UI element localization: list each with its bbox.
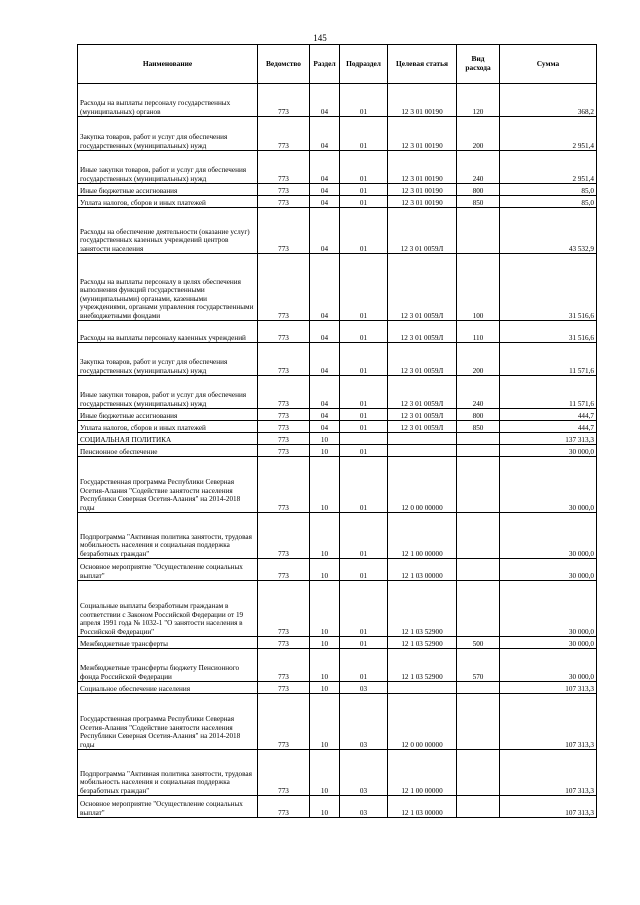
cell-celevaya: 12 0 00 00000 — [388, 694, 457, 750]
cell-name: Пенсионное обеспечение — [78, 445, 258, 457]
cell-vid — [457, 694, 500, 750]
page-number: 145 — [313, 33, 327, 43]
table-body — [78, 84, 597, 818]
cell-vedomstvo: 773 — [258, 433, 310, 445]
cell-razdel: 04 — [310, 117, 340, 151]
cell-name: Основное мероприятие "Осуществление социальных выплат" — [78, 559, 258, 581]
cell-name: Расходы на выплаты персоналу в целях обеспечения выполнения функций государственными (муниципальными) органами, казенными учреждениями, органами управления государственными внебюджетными фондами — [78, 254, 258, 321]
cell-name: Уплата налогов, сборов и иных платежей — [78, 196, 258, 208]
cell-celevaya: 12 3 01 0059Л — [388, 376, 457, 409]
table-header-row — [78, 45, 597, 84]
cell-summa: 2 951,4 — [500, 117, 597, 151]
cell-summa: 137 313,3 — [500, 433, 597, 445]
cell-vid — [457, 581, 500, 637]
cell-vid — [457, 513, 500, 559]
cell-razdel: 10 — [310, 649, 340, 682]
cell-vid: 120 — [457, 84, 500, 117]
cell-vedomstvo: 773 — [258, 376, 310, 409]
cell-vid — [457, 559, 500, 581]
cell-summa: 2 951,4 — [500, 151, 597, 184]
cell-celevaya: 12 1 03 00000 — [388, 559, 457, 581]
cell-name: Уплата налогов, сборов и иных платежей — [78, 421, 258, 433]
cell-celevaya: 12 1 03 52900 — [388, 649, 457, 682]
cell-celevaya: 12 3 01 0059Л — [388, 321, 457, 343]
cell-podrazdel: 01 — [340, 445, 388, 457]
table-row — [78, 343, 597, 376]
cell-summa: 107 313,3 — [500, 750, 597, 796]
cell-vid: 110 — [457, 321, 500, 343]
cell-podrazdel: 01 — [340, 649, 388, 682]
cell-celevaya: 12 0 00 00000 — [388, 457, 457, 513]
cell-podrazdel: 03 — [340, 796, 388, 818]
cell-name: Расходы на обеспечение деятельности (оказание услуг) государственных казенных учреждений центров занятости населения — [78, 208, 258, 254]
cell-vid: 200 — [457, 343, 500, 376]
cell-vedomstvo: 773 — [258, 208, 310, 254]
cell-podrazdel: 01 — [340, 637, 388, 649]
table-row — [78, 445, 597, 457]
table-row — [78, 84, 597, 117]
table-row — [78, 649, 597, 682]
table-row — [78, 559, 597, 581]
cell-podrazdel: 01 — [340, 581, 388, 637]
cell-summa: 30 000,0 — [500, 457, 597, 513]
cell-summa: 107 313,3 — [500, 682, 597, 694]
cell-celevaya: 12 1 00 00000 — [388, 750, 457, 796]
cell-name: Иные бюджетные ассигнования — [78, 409, 258, 421]
header-podrazdel: Подраздел — [340, 45, 388, 84]
cell-celevaya — [388, 445, 457, 457]
cell-vedomstvo: 773 — [258, 750, 310, 796]
cell-vid: 850 — [457, 196, 500, 208]
cell-vedomstvo: 773 — [258, 321, 310, 343]
cell-razdel: 04 — [310, 376, 340, 409]
cell-summa: 85,0 — [500, 196, 597, 208]
cell-name: Расходы на выплаты персоналу государственных (муниципальных) органов — [78, 84, 258, 117]
table-row — [78, 409, 597, 421]
cell-celevaya: 12 3 01 00190 — [388, 151, 457, 184]
cell-name: Закупка товаров, работ и услуг для обеспечения государственных (муниципальных) нужд — [78, 117, 258, 151]
cell-name: Социальное обеспечение населения — [78, 682, 258, 694]
cell-name: Иные закупки товаров, работ и услуг для обеспечения государственных (муниципальных) нужд — [78, 151, 258, 184]
cell-vedomstvo: 773 — [258, 84, 310, 117]
cell-summa: 30 000,0 — [500, 445, 597, 457]
cell-celevaya — [388, 682, 457, 694]
cell-vedomstvo: 773 — [258, 445, 310, 457]
table-row — [78, 208, 597, 254]
table-row — [78, 581, 597, 637]
cell-vedomstvo: 773 — [258, 409, 310, 421]
table-row — [78, 694, 597, 750]
cell-summa: 43 532,9 — [500, 208, 597, 254]
cell-summa: 11 571,6 — [500, 376, 597, 409]
cell-vedomstvo: 773 — [258, 421, 310, 433]
cell-name: Государственная программа Республики Северная Осетия-Алания "Содействие занятости населения Республики Северная Осетия-Алания" на 2014-2018 годы — [78, 694, 258, 750]
cell-vid: 800 — [457, 184, 500, 196]
cell-celevaya — [388, 433, 457, 445]
header-vedomstvo: Ведомство — [258, 45, 310, 84]
cell-vid — [457, 682, 500, 694]
cell-podrazdel: 01 — [340, 196, 388, 208]
cell-vid: 850 — [457, 421, 500, 433]
cell-vid: 100 — [457, 254, 500, 321]
cell-razdel: 10 — [310, 559, 340, 581]
cell-razdel: 04 — [310, 196, 340, 208]
cell-razdel: 04 — [310, 151, 340, 184]
cell-name: Государственная программа Республики Северная Осетия-Алания "Содействие занятости населения Республики Северная Осетия-Алания" на 2014-2018 годы — [78, 457, 258, 513]
cell-vedomstvo: 773 — [258, 343, 310, 376]
cell-podrazdel: 01 — [340, 184, 388, 196]
cell-vedomstvo: 773 — [258, 682, 310, 694]
header-summa: Сумма — [500, 45, 597, 84]
cell-razdel: 04 — [310, 184, 340, 196]
cell-razdel: 04 — [310, 254, 340, 321]
cell-name: Расходы на выплаты персоналу казенных учреждений — [78, 321, 258, 343]
table-row — [78, 796, 597, 818]
cell-vedomstvo: 773 — [258, 117, 310, 151]
cell-vedomstvo: 773 — [258, 254, 310, 321]
cell-razdel: 04 — [310, 84, 340, 117]
cell-razdel: 10 — [310, 581, 340, 637]
cell-podrazdel: 03 — [340, 682, 388, 694]
cell-name: Подпрограмма "Активная политика занятости, трудовая мобильность населения и социальная поддержка безработных граждан" — [78, 750, 258, 796]
cell-summa: 31 516,6 — [500, 321, 597, 343]
cell-vid: 240 — [457, 376, 500, 409]
cell-vedomstvo: 773 — [258, 457, 310, 513]
cell-vid — [457, 445, 500, 457]
cell-vedomstvo: 773 — [258, 637, 310, 649]
table-row — [78, 254, 597, 321]
cell-celevaya: 12 3 01 00190 — [388, 184, 457, 196]
cell-celevaya: 12 3 01 00190 — [388, 84, 457, 117]
cell-celevaya: 12 1 03 52900 — [388, 637, 457, 649]
cell-razdel: 04 — [310, 409, 340, 421]
cell-vedomstvo: 773 — [258, 581, 310, 637]
cell-vid — [457, 796, 500, 818]
cell-name: Межбюджетные трансферты — [78, 637, 258, 649]
cell-celevaya: 12 3 01 0059Л — [388, 254, 457, 321]
cell-summa: 31 516,6 — [500, 254, 597, 321]
table-row — [78, 750, 597, 796]
cell-summa: 444,7 — [500, 421, 597, 433]
cell-podrazdel: 01 — [340, 208, 388, 254]
cell-name: Иные закупки товаров, работ и услуг для обеспечения государственных (муниципальных) нужд — [78, 376, 258, 409]
cell-summa: 107 313,3 — [500, 694, 597, 750]
cell-vid: 240 — [457, 151, 500, 184]
header-celevaya: Целевая статья — [388, 45, 457, 84]
cell-vedomstvo: 773 — [258, 649, 310, 682]
table-row — [78, 433, 597, 445]
cell-summa: 85,0 — [500, 184, 597, 196]
table-row — [78, 117, 597, 151]
cell-celevaya: 12 3 01 0059Л — [388, 343, 457, 376]
cell-podrazdel: 01 — [340, 376, 388, 409]
table-row — [78, 376, 597, 409]
cell-name: Подпрограмма "Активная политика занятости, трудовая мобильность населения и социальная поддержка безработных граждан" — [78, 513, 258, 559]
table-row — [78, 421, 597, 433]
cell-celevaya: 12 3 01 00190 — [388, 196, 457, 208]
cell-razdel: 10 — [310, 637, 340, 649]
cell-summa: 11 571,6 — [500, 343, 597, 376]
cell-podrazdel: 01 — [340, 513, 388, 559]
cell-podrazdel — [340, 433, 388, 445]
cell-podrazdel: 01 — [340, 343, 388, 376]
cell-vid: 570 — [457, 649, 500, 682]
cell-celevaya: 12 3 01 0059Л — [388, 421, 457, 433]
table-row — [78, 457, 597, 513]
table-row — [78, 637, 597, 649]
cell-vid — [457, 208, 500, 254]
cell-podrazdel: 01 — [340, 457, 388, 513]
cell-summa: 30 000,0 — [500, 513, 597, 559]
table-row — [78, 682, 597, 694]
cell-name: СОЦИАЛЬНАЯ ПОЛИТИКА — [78, 433, 258, 445]
cell-podrazdel: 01 — [340, 409, 388, 421]
cell-vedomstvo: 773 — [258, 184, 310, 196]
cell-razdel: 04 — [310, 343, 340, 376]
cell-vid: 200 — [457, 117, 500, 151]
cell-razdel: 10 — [310, 433, 340, 445]
table-row — [78, 321, 597, 343]
cell-vedomstvo: 773 — [258, 196, 310, 208]
cell-celevaya: 12 3 01 00190 — [388, 117, 457, 151]
cell-razdel: 04 — [310, 321, 340, 343]
cell-summa: 444,7 — [500, 409, 597, 421]
cell-podrazdel: 01 — [340, 559, 388, 581]
cell-razdel: 10 — [310, 457, 340, 513]
cell-vedomstvo: 773 — [258, 151, 310, 184]
cell-podrazdel: 01 — [340, 421, 388, 433]
header-vid: Вид расхода — [457, 45, 500, 84]
cell-podrazdel: 01 — [340, 321, 388, 343]
cell-vedomstvo: 773 — [258, 694, 310, 750]
cell-podrazdel: 01 — [340, 84, 388, 117]
cell-vid: 800 — [457, 409, 500, 421]
cell-summa: 30 000,0 — [500, 559, 597, 581]
cell-summa: 107 313,3 — [500, 796, 597, 818]
cell-celevaya: 12 3 01 0059Л — [388, 208, 457, 254]
cell-razdel: 10 — [310, 750, 340, 796]
cell-name: Межбюджетные трансферты бюджету Пенсионного фонда Российской Федерации — [78, 649, 258, 682]
cell-name: Социальные выплаты безработным гражданам в соответствии с Законом Российской Федерации от 19 апреля 1991 года № 1032-1 "О занятости населения в Российской Федерации" — [78, 581, 258, 637]
cell-summa: 30 000,0 — [500, 649, 597, 682]
cell-vid — [457, 433, 500, 445]
cell-razdel: 10 — [310, 445, 340, 457]
cell-celevaya: 12 3 01 0059Л — [388, 409, 457, 421]
cell-name: Основное мероприятие "Осуществление социальных выплат" — [78, 796, 258, 818]
cell-podrazdel: 03 — [340, 750, 388, 796]
cell-name: Закупка товаров, работ и услуг для обеспечения государственных (муниципальных) нужд — [78, 343, 258, 376]
cell-vid — [457, 750, 500, 796]
table-row — [78, 151, 597, 184]
cell-celevaya: 12 1 03 52900 — [388, 581, 457, 637]
cell-razdel: 10 — [310, 694, 340, 750]
cell-razdel: 10 — [310, 682, 340, 694]
cell-summa: 30 000,0 — [500, 637, 597, 649]
cell-vedomstvo: 773 — [258, 796, 310, 818]
header-name: Наименование — [78, 45, 258, 84]
cell-name: Иные бюджетные ассигнования — [78, 184, 258, 196]
cell-summa: 30 000,0 — [500, 581, 597, 637]
cell-vedomstvo: 773 — [258, 559, 310, 581]
table-row — [78, 513, 597, 559]
cell-podrazdel: 03 — [340, 694, 388, 750]
cell-podrazdel: 01 — [340, 151, 388, 184]
cell-summa: 368,2 — [500, 84, 597, 117]
budget-table — [77, 44, 597, 818]
cell-razdel: 10 — [310, 513, 340, 559]
cell-razdel: 04 — [310, 208, 340, 254]
table-row — [78, 196, 597, 208]
cell-vid — [457, 457, 500, 513]
cell-podrazdel: 01 — [340, 117, 388, 151]
cell-razdel: 04 — [310, 421, 340, 433]
cell-celevaya: 12 1 00 00000 — [388, 513, 457, 559]
cell-razdel: 10 — [310, 796, 340, 818]
header-razdel: Раздел — [310, 45, 340, 84]
cell-vid: 500 — [457, 637, 500, 649]
cell-celevaya: 12 1 03 00000 — [388, 796, 457, 818]
cell-vedomstvo: 773 — [258, 513, 310, 559]
cell-podrazdel: 01 — [340, 254, 388, 321]
table-row — [78, 184, 597, 196]
